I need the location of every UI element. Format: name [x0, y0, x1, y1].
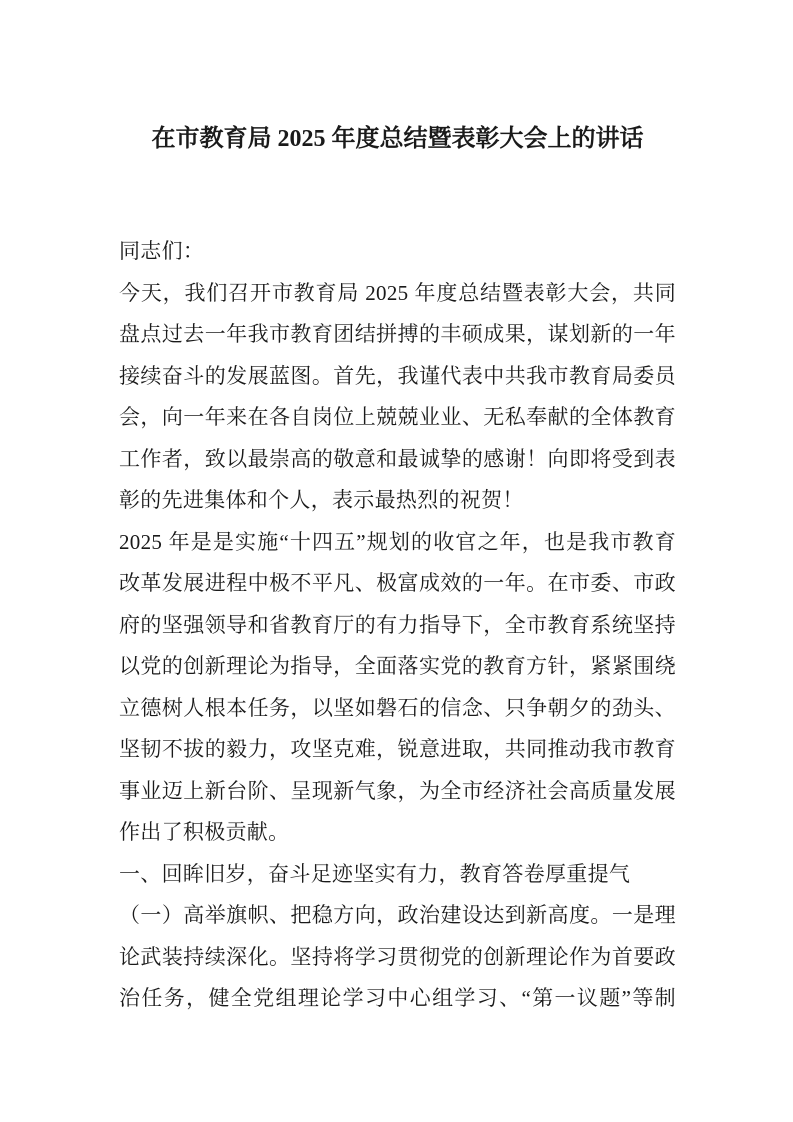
section-heading: 一、回眸旧岁，奋斗足迹坚实有力，教育答卷厚重提气 — [119, 861, 631, 886]
text-line: 盘点过去一年我市教育团结拼搏的丰硕成果，谋划新的一年 — [119, 322, 676, 346]
text-line: 治任务，健全党组理论学习中心组学习、“第一议题”等制 — [119, 986, 676, 1010]
text-line: 2025 年是是实施“十四五”规划的收官之年，也是我市教育 — [119, 529, 676, 554]
text-line-salutation: 同志们： — [119, 239, 205, 263]
text-line: 今天，我们召开市教育局 2025 年度总结暨表彰大会，共同 — [119, 280, 676, 305]
text-line: 事业迈上新台阶、呈现新气象，为全市经济社会高质量发展 — [119, 778, 676, 803]
document-body — [119, 231, 676, 1020]
text-line: （一）高举旗帜、把稳方向，政治建设达到新高度。一是理 — [119, 903, 676, 927]
text-line: 彰的先进集体和个人，表示最热烈的祝贺！ — [119, 488, 524, 512]
text-line: 府的坚强领导和省教育厅的有力指导下，全市教育系统坚持 — [119, 612, 676, 637]
text-line: 会，向一年来在各自岗位上兢兢业业、无私奉献的全体教育 — [119, 405, 676, 429]
document-title: 在市教育局 2025 年度总结暨表彰大会上的讲话 — [151, 126, 644, 152]
text-line: 接续奋斗的发展蓝图。首先，我谨代表中共我市教育局委员 — [119, 363, 676, 388]
text-line: 改革发展进程中极不平凡、极富成效的一年。在市委、市政 — [119, 571, 676, 595]
text-line: 论武装持续深化。坚持将学习贯彻党的创新理论作为首要政 — [119, 944, 676, 969]
text-line: 以党的创新理论为指导，全面落实党的教育方针，紧紧围绕 — [119, 654, 676, 678]
text-line: 坚韧不拔的毅力，攻坚克难，锐意进取，共同推动我市教育 — [119, 737, 676, 761]
text-line: 立德树人根本任务，以坚如磐石的信念、只争朝夕的劲头、 — [119, 695, 676, 720]
text-line: 工作者，致以最崇高的敬意和最诚挚的感谢！向即将受到表 — [119, 446, 676, 471]
text-line: 作出了积极贡献。 — [119, 820, 290, 844]
